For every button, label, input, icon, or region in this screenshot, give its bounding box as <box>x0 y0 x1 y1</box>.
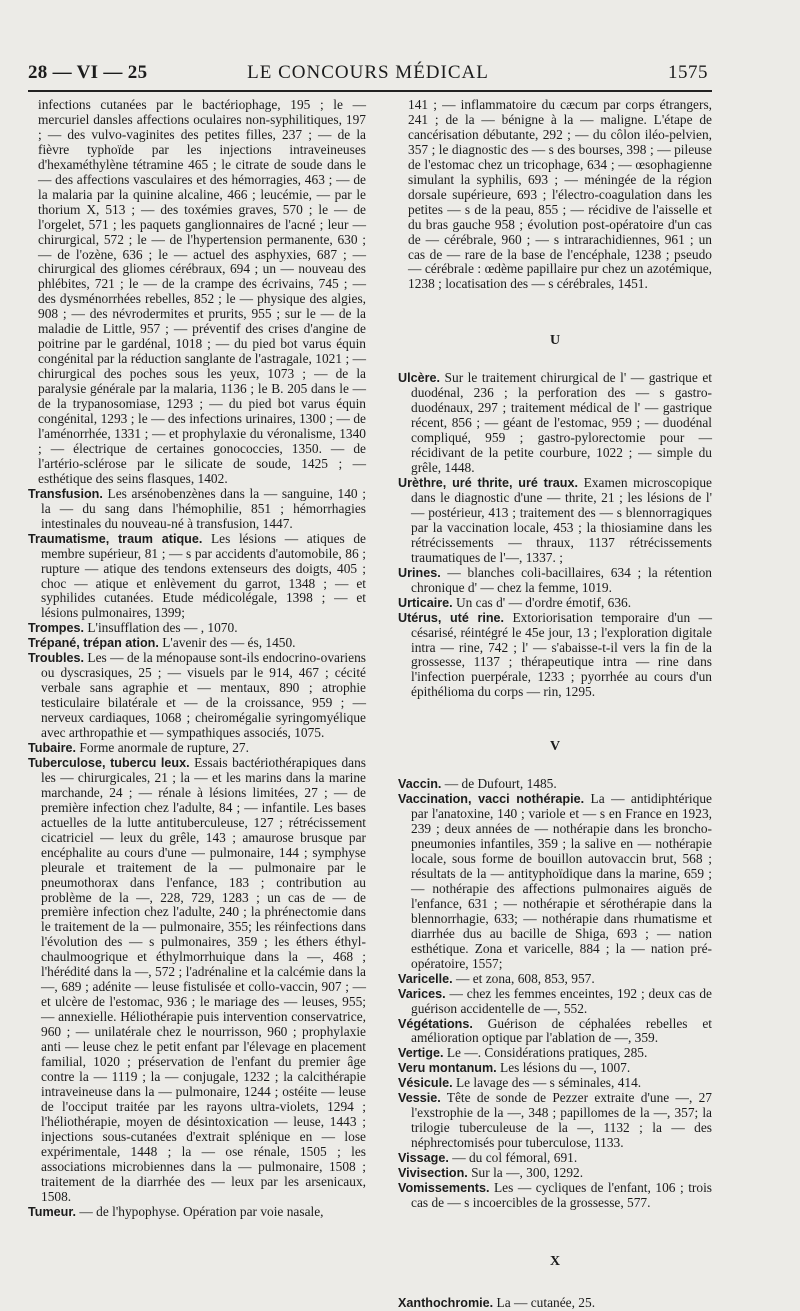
index-entry-heading: Transfusion. <box>28 486 103 501</box>
index-entry <box>398 476 712 566</box>
index-entry-heading: Vaccin. <box>398 777 442 792</box>
index-entry-text: Forme anormale de rupture, 27. <box>76 739 249 755</box>
index-entry-text: Les arsénobenzènes dans la — sanguine, 140 ; la — du sang dans l'hémophilie, 851 ; hémorrhagies intestinales du nouveau-né à transfusion, 1447. <box>41 485 366 531</box>
index-entry <box>398 1166 712 1181</box>
index-entry-text: Les lésions — atiques de membre supérieur, 81 ; — s par accidents d'automobile, 86 ; rupture — atique des tendons extenseurs des doigts, 405 ; choc — atique et enlèvement du garrot, 1348 ; — et syphilides cutanées. Etude médicolégale, 1398 ; — et lésions pulmonaires, 1399; <box>41 530 366 621</box>
index-entry-text: Tête de sonde de Pezzer extraite d'une —, 27 l'exstrophie de la —, 348 ; papillomes de la —, 357; la trilogie tuberculeuse de la —, 1132 ; la — des néphrectomisés pour tuberculose, 1133. <box>411 1090 712 1151</box>
index-entry-text: Guérison de céphalées rebelles et amélioration optique par l'ablation de —, 359. <box>411 1015 712 1046</box>
index-entry-heading: Vessie. <box>398 1091 441 1106</box>
index-entry <box>28 756 366 1205</box>
index-entry-text: Sur le traitement chirurgical de l' — gastrique et duodénal, 236 ; la perforation des — s gastro-duodénaux, 297 ; traitement médical de l' — gastrique récent, 856 ; — géant de l'estomac, 959 ; — duodénal compliqué, 959 ; gastro-pylorectomie pour — récidivant de la petite courbure, 1022 ; — simple du grêle, 1448. <box>411 370 712 476</box>
left-entry-list <box>28 487 366 1220</box>
index-entry-text: — chez les femmes enceintes, 192 ; deux cas de guérison accidentelle de —, 552. <box>411 985 712 1016</box>
index-entry-text: L'insufflation des — , 1070. <box>84 620 238 636</box>
index-entry-heading: Tuberculose, tubercu leux. <box>28 755 190 770</box>
index-entry-heading: Tumeur. <box>28 1204 77 1219</box>
index-entry <box>398 777 712 792</box>
index-entry-text: — de Dufourt, 1485. <box>441 776 557 792</box>
index-entry-text: Les — cycliques de l'enfant, 106 ; trois cas de — s incoercibles de la grossesse, 577. <box>411 1180 712 1210</box>
index-entry <box>398 1076 712 1091</box>
issue-date: 28 — VI — 25 <box>28 62 148 83</box>
index-entry <box>28 532 366 622</box>
section-letter: U <box>549 333 561 349</box>
right-section-list <box>398 292 712 1310</box>
index-entry-heading: Utérus, uté rine. <box>398 610 505 625</box>
index-entry <box>28 651 366 741</box>
index-entry-heading: Troubles. <box>28 651 84 666</box>
running-header <box>28 60 708 86</box>
index-entry-heading: Vaccination, vacci nothérapie. <box>398 792 585 807</box>
index-entry-heading: Vésicule. <box>398 1076 453 1091</box>
index-entry <box>398 1091 712 1151</box>
section-letter: X <box>549 1253 561 1269</box>
index-entry <box>398 792 712 971</box>
index-entry <box>398 1296 712 1311</box>
index-entry <box>398 1061 712 1076</box>
index-entry-heading: Varices. <box>398 986 446 1001</box>
right-column <box>398 98 712 1311</box>
index-entry <box>398 566 712 596</box>
left-column <box>28 98 366 1219</box>
journal-title: LE CONCOURS MÉDICAL <box>247 62 489 83</box>
index-entry <box>398 1151 712 1166</box>
index-entry-heading: Trépané, trépan ation. <box>28 636 159 651</box>
index-entry-heading: Ulcère. <box>398 371 441 386</box>
index-entry <box>398 611 712 701</box>
index-entry-heading: Urèthre, uré thrite, uré traux. <box>398 476 578 491</box>
index-entry-heading: Vertige. <box>398 1046 444 1061</box>
index-entry-text: Extoriorisation temporaire d'un — césarisé, réintégré le 45e jour, 13 ; l'exploration digitale intra — rine, 742 ; l' — s'abaisse-t-il vers la fin de la grossesse, 1137 ; thérapeutique intra — rine dans l'infection puerpérale, 1233 ; pyorrhée au cours d'un épithélioma du corps — rin, 1295. <box>411 609 712 700</box>
index-entry-text: Essais bactériothérapiques dans les — chirurgicales, 21 ; la — et les marins dans la marine marchande, 24 ; — rénale à lésions limitées, 27 ; — de première infection chez l'adulte, 84 ; — infantile. Les bases actuelles de la lutte antituberculeuse, 127 ; rétrécissement cicatriciel — leux du grêle, 143 ; amaurose brusque par encéphalite au cours d'une — pulmonaire, 144 ; symphyse pleurale et traitement de la — pulmonaire par le pneumothorax dans l'enfance, 183 ; contribution au problème de la —, 228, 729, 1283 ; un cas de — de première infection chez l'adulte, 240 ; la phrénectomie dans le traitement de la — pulmonaire, 355; les réinfections dans l'évolution des — s pulmonaires, 359 ; les éthers éthyl-chaulmoogrique et éthylmorrhuique dans la —, 468 ; l'hérédité dans la —, 572 ; l'adrénaline et la calcémie dans la —, 689 ; adénite — leuse fistulisée et collo-vaccin, 907 ; — et ulcère de l'estomac, 936 ; le mariage des — leuses, 955; — annexielle. Héliothérapie puis intervention conservatrice, 960 ; — unilatérale chez le nourrisson, 960 ; prophylaxie anti — leuse chez le petit enfant par l'élevage en placement familial, 1020 ; préservation de l'enfant du premier âge contre la — 1119 ; la — conjugale, 1232 ; la calcithérapie intraveineuse dans la — pulmonaire, 1244 ; ostéite — leuse de l'occiput traitée par les rayons ultra-violets, 1294 ; l'héliothérapie, moyen de désintoxication — leuse, 1443 ; injections sous-cutanées d'extrait splénique en — lose expérimentale, 1448 ; la — ose rénale, 1505 ; les associations microbiennes dans la — pulmonaire, 1508 ; traitement de la diarrhée des — leux par les arsenicaux, 1508. <box>41 754 366 1204</box>
index-entry <box>398 1046 712 1061</box>
index-entry-text: — du col fémoral, 691. <box>448 1150 578 1166</box>
index-entry-heading: Urines. <box>398 565 441 580</box>
index-entry <box>398 371 712 476</box>
index-entry-heading: Vissage. <box>398 1151 449 1166</box>
section-letter: V <box>549 739 561 755</box>
index-entry-text: Les — de la ménopause sont-ils endocrino-ovariens ou dyscrasiques, 25 ; — visuels par le 914, 467 ; cécité verbale sans agraphie et — mentaux, 890 ; atrophie testiculaire bilatérale et — de la croissance, 959 ; — nerveux cardiaques, 1068 ; cheiromégalie syringomyélique avec arthropathie et — sympathiques associés, 1075. <box>41 650 366 741</box>
continued-entry-text: infections cutanées par le bactériophage, 195 ; le — mercuriel dansles affections oculaires non-syphilitiques, 197 ; — des vulvo-vaginites des petites filles, 237 ; — de la fièvre typhoïde par les injections intraveineuses d'hexaméthylène tétramine 465 ; le citrate de soude dans le — des affections vasculaires et des hémorragies, 463 ; — de la malaria par la quinine alcaline, 466 ; leucémie, — par le thorium X, 513 ; — des toxémies graves, 570 ; le — de l'orgelet, 571 ; les paquets ganglionnaires de l'acné ; leur — chirurgical, 572 ; le — de l'hypertension permanente, 630 ; — de l'ozène, 636 ; le — actuel des asphyxies, 687 ; — chirurgical des gliomes cérébraux, 694 ; un — nouveau des phlébites, 721 ; le — de la crampe des écrivains, 745 ; — des dysménorrhées rebelles, 852 ; le — physique des algies, 908 ; — des névrodermites et prurits, 955 ; sur le — de la maladie de Little, 957 ; — préventif des crises d'angine de poitrine par le gardénal, 1018 ; — du pied bot varus équin congénital par la réduction sanglante de l'astragale, 1021 ; — chirurgical des poches sous les yeux, 1073 ; — de la paralysie générale par la malaria, 1136 ; le B. 205 dans le — de la trypanosomiase, 1293 ; — du pied bot varus équin congénital, 1293 ; le — des infections urinaires, 1300 ; — de l'aménorrhée, 1331 ; — et prophylaxie du véronalisme, 1340 ; — électrique de certaines gonococcies, 1350. — de l'artério-sclérose par le silicate de soude, 1425 ; — esthétique des seins flasques, 1402. <box>38 97 366 486</box>
index-entry <box>398 596 712 611</box>
index-entry-text: Les lésions du —, 1007. <box>496 1060 631 1076</box>
index-entry-text: — de l'hypophyse. Opération par voie nasale, <box>76 1203 324 1219</box>
index-entry-text: Un cas d' — d'ordre émotif, 636. <box>452 594 632 610</box>
index-entry-heading: Vomissements. <box>398 1181 490 1195</box>
index-entry-heading: Urticaire. <box>398 595 453 610</box>
continued-entry-text: 141 ; — inflammatoire du cæcum par corps étrangers, 241 ; de la — bénigne à la — maligne. L'étape de cancérisation débutante, 292 ; — du côlon iléo-pelvien, 357 ; le diagnostic des — s des bourses, 398 ; — pileuse de l'estomac chez un tricophage, 634 ; — œsophagienne simulant la syphilis, 693 ; — méningée de la région dorsale supérieure, 693 ; l'électro-coagulation dans les petites — s de la peau, 855 ; — récidive de l'aisselle et du bras gauche 958 ; évolution post-opératoire d'un cas de — cérébrale, 960 ; — s intrarachidiennes, 961 ; un cas de — rare de la base de l'encéphale, 1238 ; pseudo — cérébrale : œdème papillaire pur chez un azotémique, 1238 ; locatisation des — s cérébrales, 1451. <box>408 97 712 292</box>
index-entry-heading: Traumatisme, traum atique. <box>28 531 203 546</box>
index-entry-heading: Xanthochromie. <box>398 1295 494 1310</box>
index-entry-heading: Veru montanum. <box>398 1061 497 1076</box>
index-entry <box>28 621 366 636</box>
index-entry-text: Le lavage des — s séminales, 414. <box>452 1075 642 1091</box>
index-entry <box>28 636 366 651</box>
index-entry <box>28 741 366 756</box>
index-entry-text: — et zona, 608, 853, 957. <box>452 970 595 986</box>
index-entry-text: La — antidiphtérique par l'anatoxine, 140 ; variole et — s en France en 1923, 239 ; deux années de — nothérapie dans les broncho-pneumonies infantiles, 359 ; la salive en — nothérapie locale, sous forme de bouillon autovaccin brut, 568 ; résultats de la — antityphoïdique dans la marine, 659 ; — nothérapie des affections pulmonaires aiguës de l'enfance, 631 ; — nothérapie et sérothérapie dans la blennorrhagie, 633; — nothérapie dans rhumatisme et diarrhée dus au bacille de Shiga, 693 ; — nation esthétique. Zona et varicelle, 884 ; la — nation pré-opératoire, 1557; <box>411 791 712 971</box>
index-entry <box>398 1017 712 1047</box>
index-entry <box>28 1205 366 1220</box>
index-entry <box>398 1181 712 1211</box>
index-entry-heading: Varicelle. <box>398 971 453 986</box>
header-rule <box>28 90 712 92</box>
index-entry-text: Sur la —, 300, 1292. <box>467 1165 584 1181</box>
index-entry-text: — blanches coli-bacillaires, 634 ; la rétention chronique d' — chez la femme, 1019. <box>411 564 712 595</box>
index-entry-heading: Trompes. <box>28 621 84 636</box>
index-entry <box>28 487 366 532</box>
index-entry <box>398 987 712 1017</box>
page-number: 1575 <box>668 62 708 83</box>
index-entry <box>398 972 712 987</box>
index-entry-text: Examen microscopique dans le diagnostic d'une — thrite, 21 ; les lésions de l' — postérieur, 413 ; traitement des — s blennorragiques par la vaccination locale, 453 ; la thiosiamine dans les rétrécissements — thraux, 1137 rétrécissements traumatiques de l'—, 1337. ; <box>411 475 712 565</box>
index-entry-text: L'avenir des — és, 1450. <box>158 635 296 651</box>
index-entry-heading: Vivisection. <box>398 1166 468 1181</box>
index-entry-text: La — cutanée, 25. <box>493 1294 596 1310</box>
index-entry-heading: Tubaire. <box>28 740 77 755</box>
index-entry-text: Le —. Considérations pratiques, 285. <box>443 1045 648 1061</box>
index-entry-heading: Végétations. <box>398 1016 473 1031</box>
